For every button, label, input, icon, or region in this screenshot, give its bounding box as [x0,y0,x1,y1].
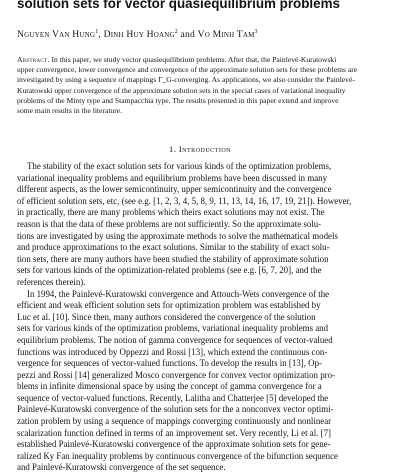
abstract [17,55,383,116]
body-line: pezzi and Rossi [14] generalized Mosco convergence for convex vector optimization pro- [17,369,335,380]
body-line: references therein). [17,276,86,287]
body-line: blems in infinite dimensional space by using the concept of gamma convergence for a [17,381,322,392]
body-line: sets for various kinds of the optimization problems, variational inequality problems and [17,323,329,334]
author-2-affiliation: 2 [174,29,178,35]
abstract-line: investigated by using a sequence of mappings Γ_G-converging. As applications, we also consider the Painlevé- [17,75,355,85]
author-1-affiliation: 1 [95,29,99,35]
abstract-line: upper convergence, lower convergence and convergence of the approximate solution sets for these problems are [17,65,358,75]
body-line: equilibrium problems. The notion of gamma convergence for sequences of vector-valued [17,334,333,345]
body-line: Luc et al. [10]. Since then, many authors considered the convergence of the solution [17,311,316,322]
author-3-affiliation: 3 [254,29,258,35]
abstract-line [17,55,383,65]
section-heading: 1. Introduction [169,145,231,154]
body-line: efficient and weak efficient solution sets for optimization problem was established by [17,300,321,311]
body-line: functions was introduced by Oppezzi and Rossi [13], which extend the continuous con- [17,346,328,357]
body-line: tion sets, there are many authors have been studied the stability of approximate solution [17,253,329,264]
body-line: and Painlevé-Kuratowski convergence of the set sequence. [17,462,226,473]
body-line: established Painlevé-Kuratowski convergence of the approximate solution sets for gene- [17,439,331,450]
body-line: vergence for sequences of vector-valued functions. To develop the results in [13], Op- [17,358,322,369]
author-3: Vo Minh Tam [197,29,255,40]
body-line: The stability of the exact solution sets for various kinds of the optimization problems, [27,161,332,171]
author-separator: and [177,29,198,40]
body-line: reason is that the data of these problems are not sufficiently. So the approximate solu- [17,218,322,229]
body-line: sets for various kinds of the optimization-related problems (see e.g. [6, 7, 20], and the [17,265,322,276]
body-line: Painlevé-Kuratowski convergence of the solution sets for the a nonconvex vector optimi- [17,404,334,415]
abstract-line: problems of the Minty type and Stampacchia type. The results presented in this paper extend and improve [17,95,339,105]
paper-title: solution sets for vector quasiequilibrium problems [17,0,340,11]
body-line: In 1994, the Painlevé-Kuratowski convergence and Attouch-Wets convergence of the [27,288,330,299]
abstract-text: In this paper, we study vector quasiequilibrium problems. After that, the Painlevé-Kuratowski [51,55,337,64]
body-line: variational inequality problems and equilibrium problems have been discussed in many [17,172,328,183]
body-line: of efficient solution sets, etc, (see e.g. [1, 2, 3, 4, 5, 8, 9, 11, 13, 14, 16, 17, 19, 21]). However, [17,195,352,206]
author-1: Nguyen Van Hung [17,29,96,40]
body-line: and produce approximations to the exact solutions. Similar to the stability of exact solu- [17,242,330,253]
body-line: ralized Ky Fan inequality problems by continuous convergence of the bifunction sequence [17,450,338,461]
body-line: zation problem by using a sequence of mappings converging continuously and nonlinear [17,416,332,427]
abstract-line: some main results in the literature. [17,106,123,116]
body-line: in practically, there are many problems which theirs exact solutions may not exist. The [17,207,325,218]
paragraph-2 [17,289,389,474]
body-line: tions are investigated by using the approximate methods to solve the mathematical models [17,230,338,241]
body-line: sequence of vector-valued functions. Recently, Lalitha and Chatterjee [5] developed the [17,392,329,403]
author-2: Dinh Huy Hoang [103,29,175,40]
introduction-body [17,161,389,474]
paragraph-1 [17,161,389,289]
author-line: Nguyen Van Hung$^1$, Dinh Huy Hoang$^2$ and Vo Minh Tam$^3$ [17,29,258,40]
body-line: different aspects, as the lower semicontinuity, upper semicontinuity and the convergence [17,184,332,195]
abstract-keyword: Abstract. [17,55,50,64]
abstract-line: Kuratowski upper convergence of the approximate solution sets in the special cases of variational inequality [17,85,346,95]
body-line: scalarization function defined in terms of an improvement set. Very recently, Li et al. [7] [17,427,331,438]
